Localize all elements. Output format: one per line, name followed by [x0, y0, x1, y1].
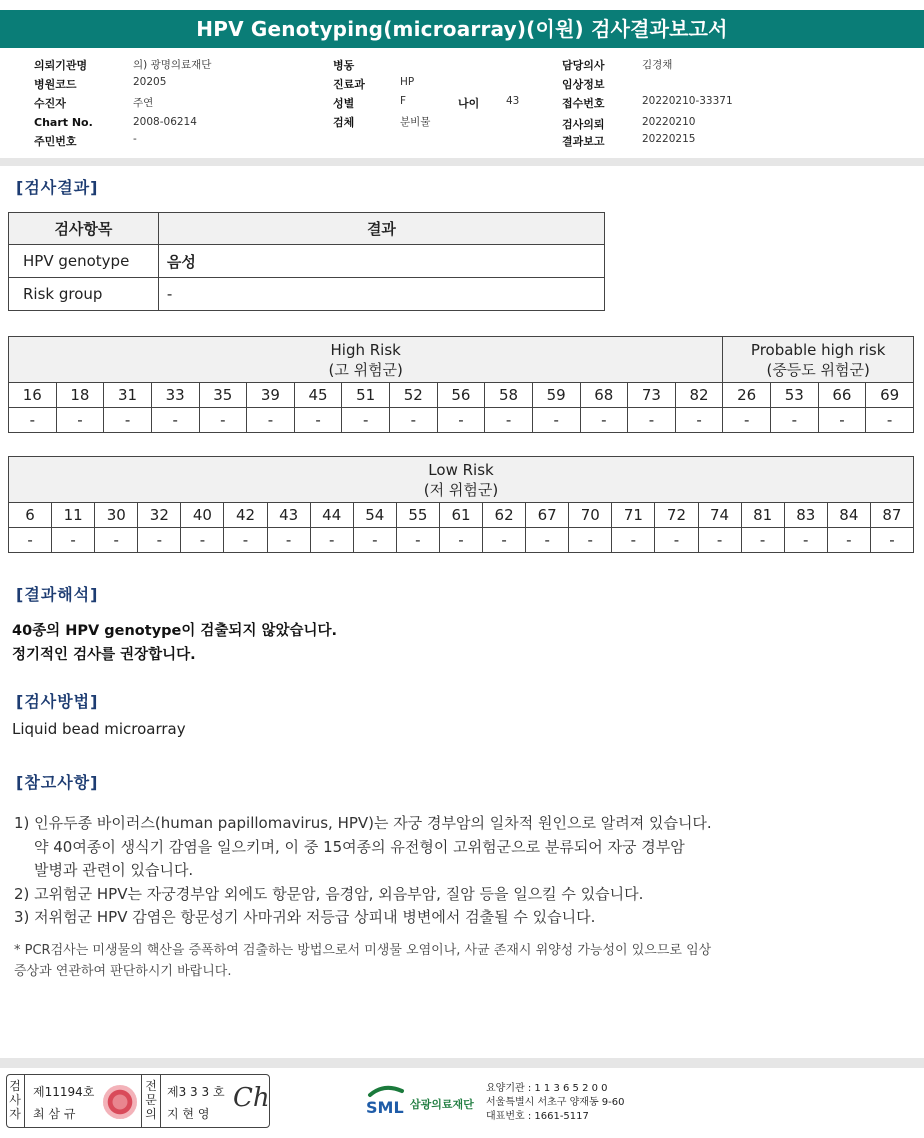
hpv-type-cell: 69: [866, 383, 914, 408]
table-row: [9, 278, 605, 311]
hpv-type-cell: 6: [9, 503, 52, 528]
ward-label: 병동: [333, 59, 355, 72]
patient-info: [0, 55, 924, 155]
specialist-name: 지 현 영: [167, 1107, 210, 1121]
col-header-result: 결과: [158, 213, 604, 245]
low-risk-table: [8, 456, 914, 553]
hpv-result-cell: -: [353, 528, 396, 553]
receipt-label: 접수번호: [562, 97, 605, 110]
dept-label: 진료과: [333, 78, 365, 91]
hpv-result-cell: -: [655, 528, 698, 553]
hpv-type-cell: 70: [569, 503, 612, 528]
high-risk-values-row: [9, 408, 914, 433]
signature-box: [6, 1074, 270, 1128]
hpv-result-cell: -: [485, 408, 533, 433]
table-row: [9, 245, 605, 278]
note-line: 발병과 관련이 있습니다.: [34, 861, 194, 879]
tester-license: 제11194호: [33, 1085, 95, 1099]
hpv-result-cell: -: [437, 408, 485, 433]
hpv-result-cell: -: [247, 408, 295, 433]
report-date-label: 결과보고: [562, 135, 605, 148]
hpv-result-cell: -: [294, 408, 342, 433]
report-title: HPV Genotyping(microarray)(이원) 검사결과보고서: [0, 10, 924, 48]
low-risk-types-row: [9, 503, 914, 528]
hpv-type-cell: 73: [628, 383, 676, 408]
role-label-specialist: [144, 1079, 158, 1121]
role-char: 전: [145, 1079, 157, 1093]
section-title-method: [검사방법]: [16, 692, 99, 711]
hpv-result-cell: -: [569, 528, 612, 553]
divider: [141, 1075, 142, 1127]
low-risk-values-row: [9, 528, 914, 553]
row-result: 음성: [158, 245, 604, 278]
hpv-result-cell: -: [741, 528, 784, 553]
hpv-result-cell: -: [9, 528, 52, 553]
high-risk-types-row: [9, 383, 914, 408]
doctor-value: 김경채: [642, 59, 673, 71]
agency-number: 요양기관 : 1 1 3 6 5 2 0 0: [486, 1083, 608, 1094]
tester-name: 최 삼 규: [33, 1107, 76, 1121]
hpv-result-cell: -: [612, 528, 655, 553]
institution-label: 의뢰기관명: [34, 59, 88, 72]
seal-stamp-icon: [103, 1085, 137, 1119]
hpv-type-cell: 84: [827, 503, 870, 528]
receipt-value: 20220210-33371: [642, 95, 733, 107]
high-risk-table: [8, 336, 914, 433]
row-item: HPV genotype: [9, 245, 159, 278]
section-title-result: [검사결과]: [16, 178, 99, 197]
specimen-label: 검체: [333, 116, 355, 129]
divider: [160, 1075, 161, 1127]
sex-label: 성별: [333, 97, 355, 110]
hpv-result-cell: -: [151, 408, 199, 433]
hpv-type-cell: 39: [247, 383, 295, 408]
hpv-type-cell: 53: [771, 383, 819, 408]
hpv-type-cell: 45: [294, 383, 342, 408]
role-char: 검: [9, 1079, 21, 1093]
divider: [0, 158, 924, 166]
hpv-type-cell: 42: [224, 503, 267, 528]
handwritten-signature: Ch: [233, 1083, 270, 1113]
address: 서울특별시 서초구 양재동 9-60: [486, 1097, 625, 1108]
hpv-result-cell: -: [784, 528, 827, 553]
hpv-result-cell: -: [526, 528, 569, 553]
hospital-code-label: 병원코드: [34, 78, 77, 91]
phone: 대표번호 : 1661-5117: [486, 1111, 589, 1122]
doctor-label: 담당의사: [562, 59, 605, 72]
specialist-license: 제3 3 3 호: [167, 1085, 225, 1099]
sex-value: F: [400, 95, 407, 107]
low-risk-label: Low Risk: [428, 460, 494, 479]
role-char: 자: [9, 1107, 21, 1121]
reference-notes: [14, 812, 894, 930]
org-name: 삼광의료재단: [410, 1098, 474, 1111]
hpv-type-cell: 58: [485, 383, 533, 408]
report-date-value: 20220215: [642, 133, 696, 145]
hpv-type-cell: 16: [9, 383, 57, 408]
disclaimer: [14, 940, 904, 982]
hpv-result-cell: -: [628, 408, 676, 433]
low-risk-header: [9, 457, 914, 503]
divider: [24, 1075, 25, 1127]
hpv-type-cell: 30: [95, 503, 138, 528]
hpv-result-cell: -: [439, 528, 482, 553]
section-title-reference: [참고사항]: [16, 773, 99, 792]
age-value: 43: [506, 95, 520, 107]
col-header-item: 검사항목: [9, 213, 159, 245]
hpv-type-cell: 67: [526, 503, 569, 528]
hpv-type-cell: 51: [342, 383, 390, 408]
hpv-type-cell: 62: [483, 503, 526, 528]
hpv-result-cell: -: [56, 408, 104, 433]
hpv-type-cell: 31: [104, 383, 152, 408]
hpv-type-cell: 87: [870, 503, 913, 528]
hpv-type-cell: 81: [741, 503, 784, 528]
hpv-result-cell: -: [870, 528, 913, 553]
hpv-result-cell: -: [580, 408, 628, 433]
hpv-result-cell: -: [181, 528, 224, 553]
hpv-result-cell: -: [138, 528, 181, 553]
role-char: 의: [145, 1107, 157, 1121]
hpv-result-cell: -: [723, 408, 771, 433]
section-title-interpretation: [결과해석]: [16, 585, 99, 604]
high-risk-header: [9, 337, 723, 383]
hpv-type-cell: 55: [396, 503, 439, 528]
hpv-result-cell: -: [675, 408, 723, 433]
age-label: 나이: [458, 97, 480, 110]
high-risk-header-row: [9, 337, 914, 383]
org-info: [486, 1082, 625, 1124]
role-char: 사: [9, 1093, 21, 1107]
hpv-type-cell: 35: [199, 383, 247, 408]
role-char: 문: [145, 1093, 157, 1107]
table-header-row: [9, 213, 605, 245]
hpv-type-cell: 18: [56, 383, 104, 408]
hpv-result-cell: -: [95, 528, 138, 553]
method-text: Liquid bead microarray: [12, 720, 186, 738]
resident-value: -: [133, 133, 137, 145]
hpv-type-cell: 82: [675, 383, 723, 408]
hpv-type-cell: 44: [310, 503, 353, 528]
resident-label: 주민번호: [34, 135, 77, 148]
interpretation-text: [12, 619, 337, 667]
patient-label: 수진자: [34, 97, 66, 110]
hpv-type-cell: 56: [437, 383, 485, 408]
hpv-type-cell: 83: [784, 503, 827, 528]
hpv-result-cell: -: [9, 408, 57, 433]
hpv-type-cell: 32: [138, 503, 181, 528]
hpv-type-cell: 71: [612, 503, 655, 528]
hpv-result-cell: -: [52, 528, 95, 553]
hpv-result-cell: -: [104, 408, 152, 433]
hpv-result-cell: -: [224, 528, 267, 553]
probable-risk-header: [723, 337, 914, 383]
role-label-tester: [8, 1079, 22, 1121]
interpretation-line: 40종의 HPV genotype이 검출되지 않았습니다.: [12, 623, 338, 639]
probable-risk-label: Probable high risk: [750, 340, 886, 359]
low-risk-label-kr: (저 위험군): [423, 480, 499, 499]
row-item: Risk group: [9, 278, 159, 311]
interpretation-line: 정기적인 검사를 권장합니다.: [12, 647, 196, 663]
patient-value: 주연: [133, 97, 154, 109]
hpv-type-cell: 66: [818, 383, 866, 408]
hpv-result-cell: -: [199, 408, 247, 433]
hpv-result-cell: -: [310, 528, 353, 553]
hpv-type-cell: 43: [267, 503, 310, 528]
institution-value: 의) 광명의료재단: [133, 59, 212, 71]
hpv-result-cell: -: [267, 528, 310, 553]
note-line: 2) 고위험군 HPV는 자궁경부암 외에도 항문암, 음경암, 외음부암, 질암 등을 일으킬 수 있습니다.: [14, 884, 644, 903]
hpv-result-cell: -: [390, 408, 438, 433]
hpv-result-cell: -: [342, 408, 390, 433]
hpv-type-cell: 33: [151, 383, 199, 408]
hpv-result-cell: -: [827, 528, 870, 553]
note-line: 약 40여종이 생식기 감염을 일으키며, 이 중 15여종의 유전형이 고위험군으로 분류되어 자궁 경부암: [34, 837, 685, 856]
probable-risk-label-kr: (중등도 위험군): [766, 360, 870, 379]
hpv-type-cell: 59: [532, 383, 580, 408]
hpv-result-cell: -: [866, 408, 914, 433]
hpv-result-cell: -: [818, 408, 866, 433]
hpv-type-cell: 40: [181, 503, 224, 528]
request-value: 20220210: [642, 116, 696, 128]
request-label: 검사의뢰: [562, 118, 605, 131]
dept-value: HP: [400, 76, 415, 88]
chart-label: Chart No.: [34, 116, 93, 129]
hpv-type-cell: 54: [353, 503, 396, 528]
hpv-type-cell: 52: [390, 383, 438, 408]
note-line: 3) 저위험군 HPV 감염은 항문성기 사마귀와 저등급 상피내 병변에서 검출될 수 있습니다.: [14, 908, 596, 926]
low-risk-header-row: [9, 457, 914, 503]
hospital-code-value: 20205: [133, 76, 167, 88]
row-result: -: [158, 278, 604, 311]
logo-text: SML: [366, 1098, 404, 1117]
hpv-result-cell: -: [532, 408, 580, 433]
hpv-type-cell: 74: [698, 503, 741, 528]
clinical-label: 임상정보: [562, 78, 605, 91]
hpv-type-cell: 61: [439, 503, 482, 528]
disclaimer-line: * PCR검사는 미생물의 핵산을 증폭하여 검출하는 방법으로서 미생물 오염이나, 사균 존재시 위양성 가능성이 있으므로 임상: [14, 943, 712, 958]
footer-divider: [0, 1058, 924, 1068]
hpv-result-cell: -: [698, 528, 741, 553]
hpv-type-cell: 11: [52, 503, 95, 528]
hpv-result-cell: -: [771, 408, 819, 433]
hpv-type-cell: 26: [723, 383, 771, 408]
disclaimer-line: 증상과 연관하여 판단하시기 바랍니다.: [14, 964, 232, 979]
result-table: [8, 212, 605, 311]
high-risk-label: High Risk: [330, 340, 401, 359]
sml-logo-icon: [364, 1081, 410, 1121]
chart-value: 2008-06214: [133, 116, 197, 128]
high-risk-label-kr: (고 위험군): [328, 360, 403, 379]
note-line: 1) 인유두종 바이러스(human papillomavirus, HPV)는 자궁 경부암의 일차적 원인으로 알려져 있습니다.: [14, 814, 712, 832]
hpv-result-cell: -: [396, 528, 439, 553]
specimen-value: 분비물: [400, 116, 431, 128]
hpv-type-cell: 72: [655, 503, 698, 528]
hpv-result-cell: -: [483, 528, 526, 553]
hpv-type-cell: 68: [580, 383, 628, 408]
